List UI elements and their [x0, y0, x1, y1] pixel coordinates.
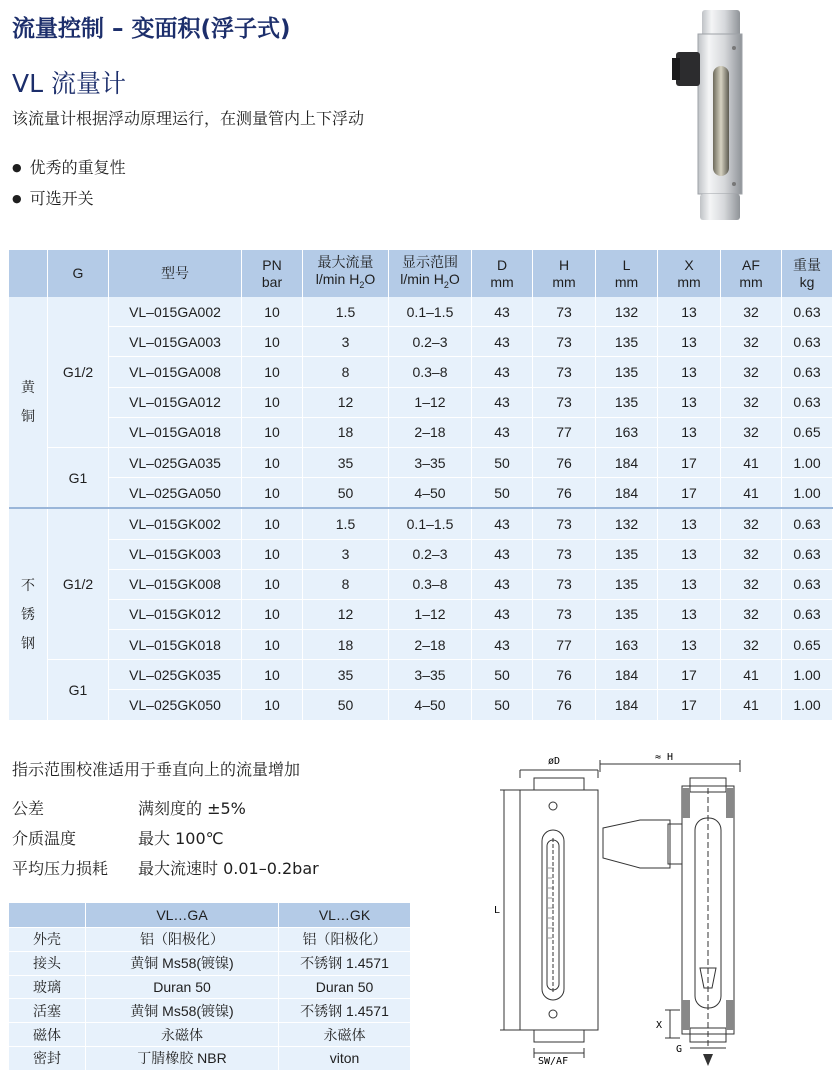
table-cell: 磁体 [9, 1023, 86, 1047]
header-cell: X mm [658, 250, 721, 297]
table-row [9, 1023, 411, 1047]
table-cell: 41 [721, 660, 782, 690]
property-value: 满刻度的 ±5% [138, 799, 246, 818]
table-cell: 73 [533, 357, 596, 387]
table-cell: 135 [596, 387, 658, 417]
table-cell: 76 [533, 660, 596, 690]
header-cell: VL…GK [279, 903, 411, 928]
table-cell: 1.00 [782, 660, 833, 690]
table-cell: 17 [658, 447, 721, 477]
table-cell: 0.63 [782, 357, 833, 387]
table-cell: 10 [242, 508, 303, 539]
table-cell: 50 [472, 690, 533, 720]
table-row [9, 999, 411, 1023]
table-cell: Duran 50 [86, 975, 279, 999]
table-cell: 10 [242, 599, 303, 629]
table-cell: 73 [533, 327, 596, 357]
table-cell: VL–015GA018 [109, 417, 242, 447]
table-row [9, 630, 833, 660]
table-cell: 10 [242, 357, 303, 387]
table-cell: VL–015GK003 [109, 539, 242, 569]
table-cell: 10 [242, 297, 303, 327]
table-cell: VL–025GK035 [109, 660, 242, 690]
table-cell: 43 [472, 539, 533, 569]
dim-label-x: X [656, 1020, 663, 1031]
table-cell: 10 [242, 630, 303, 660]
header-cell: G [48, 250, 109, 297]
product-name: VL 流量计 [12, 69, 126, 98]
table-cell: 丁腈橡胶 NBR [86, 1046, 279, 1069]
table-cell: 32 [721, 569, 782, 599]
table-cell: 0.3–8 [389, 569, 472, 599]
table-cell: 35 [303, 447, 389, 477]
table-cell: 73 [533, 387, 596, 417]
header-cell [9, 250, 48, 297]
table-cell: 50 [303, 690, 389, 720]
table-cell: 32 [721, 357, 782, 387]
header-cell: PN bar [242, 250, 303, 297]
table-cell: 外壳 [9, 928, 86, 952]
feature-item: ● 可选开关 [12, 186, 94, 209]
table-cell: 0.1–1.5 [389, 297, 472, 327]
table-cell: 17 [658, 660, 721, 690]
table-cell: VL–025GK050 [109, 690, 242, 720]
table-cell: 184 [596, 660, 658, 690]
table-cell: 50 [303, 478, 389, 509]
table-cell: 43 [472, 630, 533, 660]
table-cell: 永磁体 [86, 1023, 279, 1047]
table-cell: 135 [596, 327, 658, 357]
header-cell: VL…GA [86, 903, 279, 928]
table-row [9, 387, 833, 417]
table-row [9, 297, 833, 327]
property-value: 最大流速时 0.01–0.2bar [138, 859, 319, 878]
table-row [9, 569, 833, 599]
table-cell: 3–35 [389, 447, 472, 477]
table-cell: VL–015GK002 [109, 508, 242, 539]
table-row [9, 357, 833, 387]
table-cell: 8 [303, 357, 389, 387]
table-cell: 41 [721, 478, 782, 509]
header-cell: 最大流量 l/min $H_2O$ [303, 250, 389, 297]
table-row [9, 951, 411, 975]
table-cell: 163 [596, 417, 658, 447]
table-row [9, 690, 833, 720]
table-cell: 73 [533, 569, 596, 599]
table-cell: 1.00 [782, 478, 833, 509]
table-cell: 10 [242, 569, 303, 599]
table-cell: 43 [472, 508, 533, 539]
table-cell: VL–015GA012 [109, 387, 242, 417]
table-cell: 18 [303, 630, 389, 660]
table-cell: 2–18 [389, 630, 472, 660]
table-cell: 32 [721, 630, 782, 660]
material-header-row [9, 903, 411, 928]
table-cell: 10 [242, 447, 303, 477]
connection-cell: G1/2 [48, 508, 109, 659]
table-cell: 32 [721, 297, 782, 327]
table-cell: 13 [658, 387, 721, 417]
flowmeter-photo [670, 4, 750, 224]
table-cell: 3 [303, 539, 389, 569]
table-cell: 135 [596, 539, 658, 569]
table-cell: 0.3–8 [389, 357, 472, 387]
table-row [9, 1046, 411, 1069]
table-row [9, 660, 833, 690]
table-cell: 10 [242, 539, 303, 569]
table-cell: 13 [658, 630, 721, 660]
table-cell: 0.65 [782, 630, 833, 660]
connection-cell: G1 [48, 660, 109, 720]
header-cell [9, 903, 86, 928]
table-cell: 43 [472, 297, 533, 327]
table-cell: 8 [303, 569, 389, 599]
table-cell: 50 [472, 447, 533, 477]
table-cell: VL–015GA003 [109, 327, 242, 357]
property-pressure-loss [12, 856, 319, 879]
table-cell: 0.63 [782, 327, 833, 357]
table-cell: 玻璃 [9, 975, 86, 999]
table-cell: VL–015GK012 [109, 599, 242, 629]
table-cell: 不锈钢 1.4571 [279, 951, 411, 975]
calibration-note: 指示范围校准适用于垂直向上的流量增加 [12, 760, 301, 779]
table-cell: 0.2–3 [389, 539, 472, 569]
table-cell: 0.63 [782, 297, 833, 327]
table-cell: 铝（阳极化） [279, 928, 411, 952]
table-cell: 77 [533, 630, 596, 660]
table-cell: 32 [721, 508, 782, 539]
dim-label-h: ≈ H [655, 752, 674, 763]
table-cell: VL–025GA050 [109, 478, 242, 509]
connection-cell: G1 [48, 447, 109, 508]
table-cell: 32 [721, 327, 782, 357]
table-cell: 43 [472, 327, 533, 357]
material-body [9, 928, 411, 1070]
table-cell: VL–015GK018 [109, 630, 242, 660]
table-cell: 12 [303, 387, 389, 417]
property-label: 公差 [12, 799, 45, 818]
table-cell: 4–50 [389, 478, 472, 509]
table-cell: 10 [242, 660, 303, 690]
dim-label-swaf: SW/AF [538, 1056, 569, 1067]
table-cell: 50 [472, 660, 533, 690]
table-cell: 43 [472, 357, 533, 387]
table-row [9, 928, 411, 952]
table-cell: 黄铜 Ms58(镀镍) [86, 999, 279, 1023]
table-cell: 163 [596, 630, 658, 660]
table-cell: 3 [303, 327, 389, 357]
table-cell: 12 [303, 599, 389, 629]
table-cell: 1.5 [303, 297, 389, 327]
table-cell: 0.63 [782, 599, 833, 629]
header-cell: L mm [596, 250, 658, 297]
table-cell: 76 [533, 447, 596, 477]
table-cell: 10 [242, 478, 303, 509]
header-cell: 型号 [109, 250, 242, 297]
table-cell: 密封 [9, 1046, 86, 1069]
table-row [9, 975, 411, 999]
table-cell: 184 [596, 690, 658, 720]
table-cell: 32 [721, 387, 782, 417]
dimension-drawing [490, 748, 790, 1068]
table-cell: 77 [533, 417, 596, 447]
table-cell: 132 [596, 297, 658, 327]
table-cell: 1–12 [389, 387, 472, 417]
table-cell: 41 [721, 690, 782, 720]
table-cell: 35 [303, 660, 389, 690]
table-cell: 132 [596, 508, 658, 539]
material-cell: 不 锈 钢 [9, 508, 48, 720]
table-cell: 43 [472, 387, 533, 417]
dim-label-l: L [494, 905, 501, 916]
table-cell: 43 [472, 417, 533, 447]
table-cell: 活塞 [9, 999, 86, 1023]
table-cell: 73 [533, 297, 596, 327]
table-cell: 76 [533, 690, 596, 720]
table-cell: 13 [658, 327, 721, 357]
material-table [9, 903, 411, 1070]
table-cell: 17 [658, 690, 721, 720]
table-cell: 73 [533, 539, 596, 569]
table-row [9, 478, 833, 509]
product-description: 该流量计根据浮动原理运行，在测量管内上下浮动 [12, 109, 365, 128]
table-row [9, 599, 833, 629]
material-cell: 黄 铜 [9, 297, 48, 508]
table-cell: 0.2–3 [389, 327, 472, 357]
table-cell: 2–18 [389, 417, 472, 447]
table-cell: 43 [472, 569, 533, 599]
table-row [9, 508, 833, 539]
table-cell: VL–025GA035 [109, 447, 242, 477]
table-cell: 13 [658, 569, 721, 599]
connection-cell: G1/2 [48, 297, 109, 447]
table-cell: 13 [658, 357, 721, 387]
table-row [9, 447, 833, 477]
table-cell: 1.00 [782, 690, 833, 720]
header-cell: 显示范围 l/min $H_2O$ [389, 250, 472, 297]
table-cell: 铝（阳极化） [86, 928, 279, 952]
table-cell: 0.65 [782, 417, 833, 447]
page-title: 流量控制 – 变面积(浮子式) [12, 16, 291, 42]
table-cell: 50 [472, 478, 533, 509]
table-cell: 17 [658, 478, 721, 509]
feature-item: ● 优秀的重复性 [12, 155, 126, 178]
table-cell: 13 [658, 417, 721, 447]
table-cell: 10 [242, 690, 303, 720]
property-temperature [12, 826, 224, 849]
table-cell: 32 [721, 599, 782, 629]
table-cell: 73 [533, 599, 596, 629]
spec-header-row [9, 250, 833, 297]
table-cell: 10 [242, 327, 303, 357]
table-cell: 1–12 [389, 599, 472, 629]
table-cell: 不锈钢 1.4571 [279, 999, 411, 1023]
header-cell: 重量 kg [782, 250, 833, 297]
spec-body [9, 297, 833, 720]
table-cell: 184 [596, 478, 658, 509]
table-cell: 13 [658, 508, 721, 539]
table-cell: 接头 [9, 951, 86, 975]
table-cell: 永磁体 [279, 1023, 411, 1047]
table-cell: 73 [533, 508, 596, 539]
property-label: 介质温度 [12, 829, 77, 848]
property-value: 最大 100℃ [138, 829, 224, 848]
table-cell: VL–015GA008 [109, 357, 242, 387]
table-row [9, 539, 833, 569]
table-cell: 135 [596, 569, 658, 599]
table-cell: 76 [533, 478, 596, 509]
table-cell: viton [279, 1046, 411, 1069]
table-cell: 32 [721, 539, 782, 569]
table-cell: 13 [658, 539, 721, 569]
header-cell: D mm [472, 250, 533, 297]
table-row [9, 327, 833, 357]
table-cell: 18 [303, 417, 389, 447]
table-cell: 0.63 [782, 539, 833, 569]
table-cell: 184 [596, 447, 658, 477]
table-cell: 10 [242, 417, 303, 447]
table-cell: 32 [721, 417, 782, 447]
spec-table [9, 250, 833, 721]
table-cell: 13 [658, 599, 721, 629]
table-cell: VL–015GK008 [109, 569, 242, 599]
dim-label-d: øD [548, 756, 561, 767]
property-label: 平均压力损耗 [12, 859, 109, 878]
table-cell: 43 [472, 599, 533, 629]
table-cell: VL–015GA002 [109, 297, 242, 327]
table-cell: 1.5 [303, 508, 389, 539]
table-cell: Duran 50 [279, 975, 411, 999]
table-cell: 13 [658, 297, 721, 327]
table-cell: 41 [721, 447, 782, 477]
header-cell: H mm [533, 250, 596, 297]
table-cell: 0.1–1.5 [389, 508, 472, 539]
table-cell: 10 [242, 387, 303, 417]
property-tolerance [12, 796, 246, 819]
table-cell: 0.63 [782, 508, 833, 539]
table-cell: 4–50 [389, 690, 472, 720]
table-cell: 0.63 [782, 387, 833, 417]
table-cell: 135 [596, 599, 658, 629]
table-cell: 135 [596, 357, 658, 387]
table-cell: 黄铜 Ms58(镀镍) [86, 951, 279, 975]
table-row [9, 417, 833, 447]
table-cell: 3–35 [389, 660, 472, 690]
table-cell: 0.63 [782, 569, 833, 599]
header-cell: AF mm [721, 250, 782, 297]
table-cell: 1.00 [782, 447, 833, 477]
dim-label-g: G [676, 1044, 683, 1055]
